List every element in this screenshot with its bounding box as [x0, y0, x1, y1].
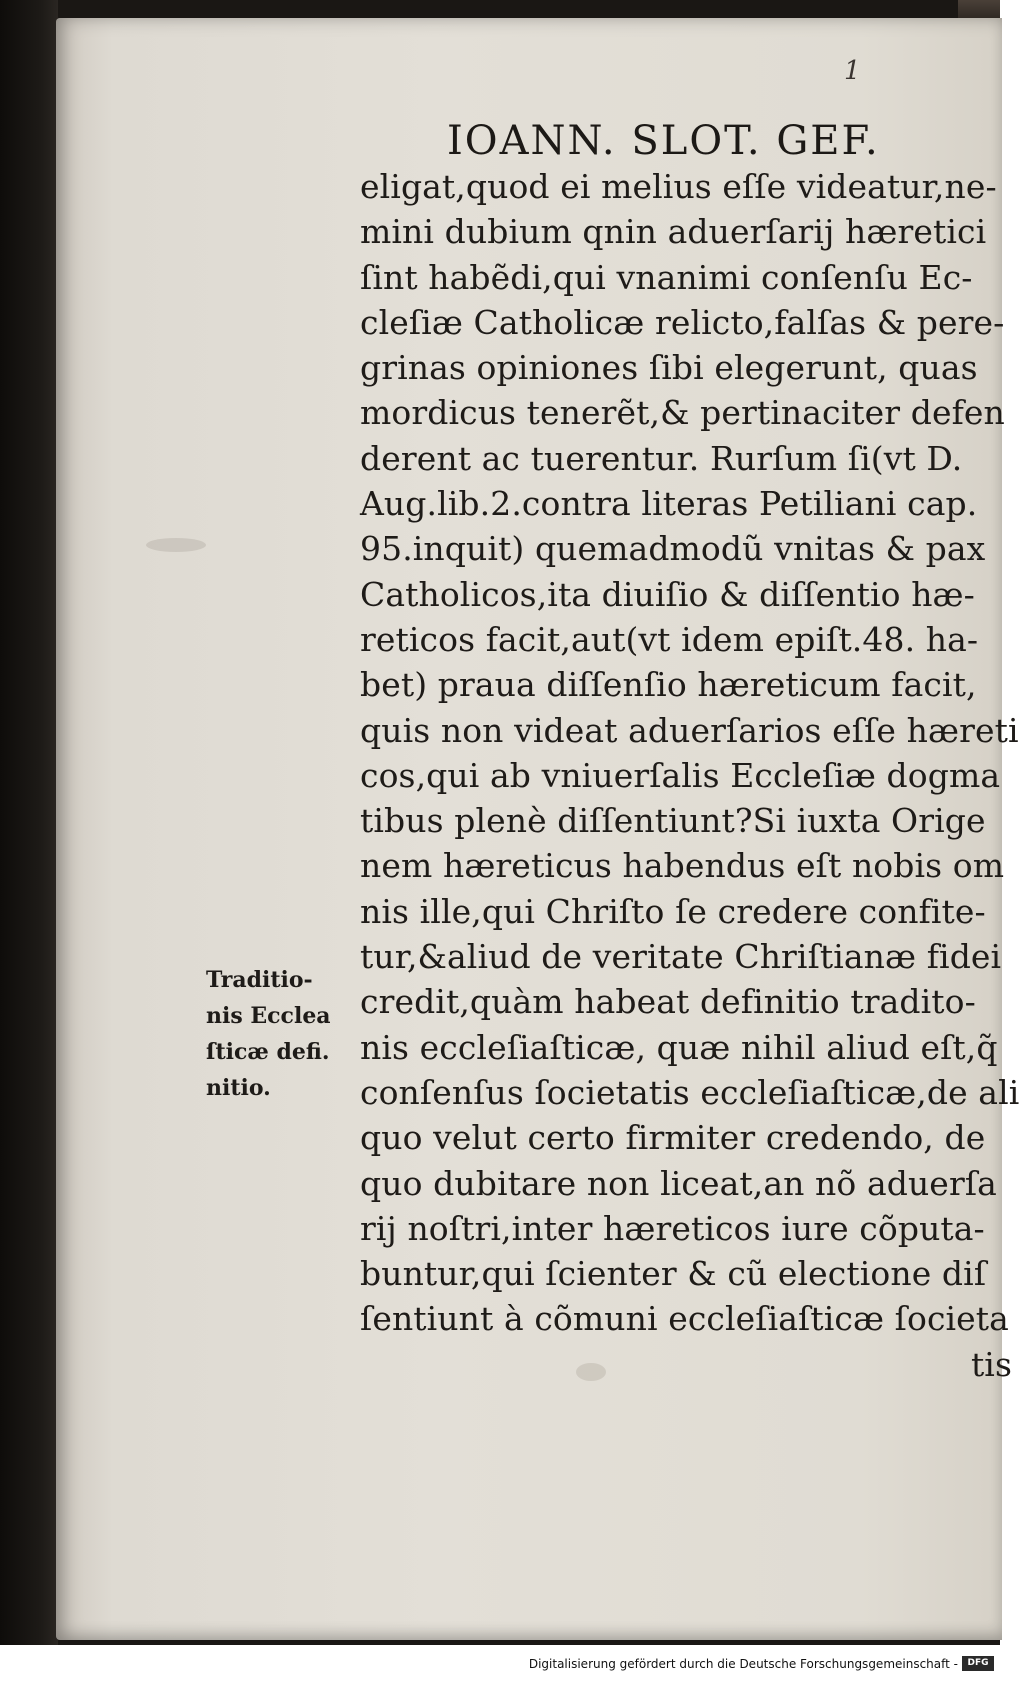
text-line: tur,&aliud de veritate Chriſtianæ fidei	[360, 937, 1002, 977]
text-line: rij noſtri,inter hæreticos iure cõputa-	[360, 1208, 985, 1248]
page-stain	[576, 1363, 606, 1381]
text-line: Catholicos,ita diuiſio & diſſentio hæ-	[360, 574, 975, 614]
text-line: Aug.lib.2.contra literas Petiliani cap.	[360, 484, 978, 524]
text-line: 95.inquit) quemadmodũ vnitas & pax	[360, 529, 986, 569]
text-line: nis eccleſiaſticæ, quæ nihil aliud eſt,q̃	[360, 1027, 998, 1067]
text-line: cos,qui ab vniuerſalis Eccleſiæ dogma	[360, 755, 1001, 795]
marginal-line: nitio.	[206, 1075, 271, 1101]
funding-credit: Digitalisierung gefördert durch die Deutsche Forschungsgemeinschaft -	[528, 1657, 958, 1671]
text-line: derent ac tuerentur. Rurſum ſi(vt D.	[360, 438, 963, 478]
marginal-line: Traditio-	[206, 967, 313, 993]
text-line: grinas opiniones ſibi elegerunt, quas	[360, 348, 978, 388]
text-line: cleſiæ Catholicæ relicto,falſas & pere-	[360, 302, 1005, 342]
catchword: tis	[970, 1344, 1012, 1384]
text-line: mordicus tenerẽt,& pertinaciter defen	[360, 393, 1005, 433]
text-line: quo dubitare non liceat,an nõ aduerſa	[360, 1163, 997, 1203]
text-line: bet) praua diſſenſio hæreticum facit,	[360, 665, 977, 705]
text-line: ſentiunt à cõmuni eccleſiaſticæ ſocieta	[360, 1299, 1009, 1339]
book-binding	[0, 0, 58, 1645]
text-line: ſint habẽdi,qui vnanimi conſenſu Ec-	[360, 257, 973, 297]
body-text	[360, 164, 1020, 1387]
text-line: nis ille,qui Chriſto ſe credere confite-	[360, 891, 986, 931]
text-line: tibus plenè diſſentiunt?Si iuxta Orige	[360, 801, 986, 841]
book-page	[56, 18, 1020, 1640]
text-line: buntur,qui ſcienter & cũ electione diſ	[360, 1254, 987, 1294]
dfg-logo: DFG	[962, 1656, 994, 1671]
text-line: reticos facit,aut(vt idem epiſt.48. ha-	[360, 619, 979, 659]
text-line: credit,quàm habeat definitio tradito-	[360, 982, 976, 1022]
text-line: quo velut certo firmiter credendo, de	[360, 1118, 986, 1158]
marginal-line: nis Ecclea	[206, 1003, 331, 1029]
text-line: quis non videat aduerſarios eſſe hæreti	[360, 710, 1019, 750]
marginal-line: ſticæ defi.	[206, 1039, 330, 1065]
page-mark: 1	[844, 56, 861, 86]
text-line: eligat,quod ei melius eſſe videatur,ne-	[360, 167, 997, 206]
marginal-note	[206, 962, 366, 1106]
running-head: IOANN. SLOT. GEF.	[447, 118, 880, 164]
text-line: nem hæreticus habendus eſt nobis om	[360, 846, 1005, 886]
footer-bar	[0, 1645, 1000, 1683]
text-line: conſenſus ſocietatis eccleſiaſticæ,de ali	[360, 1072, 1020, 1112]
text-line: mini dubium qnin aduerſarij hæretici	[360, 212, 987, 252]
page-stain	[146, 538, 206, 552]
